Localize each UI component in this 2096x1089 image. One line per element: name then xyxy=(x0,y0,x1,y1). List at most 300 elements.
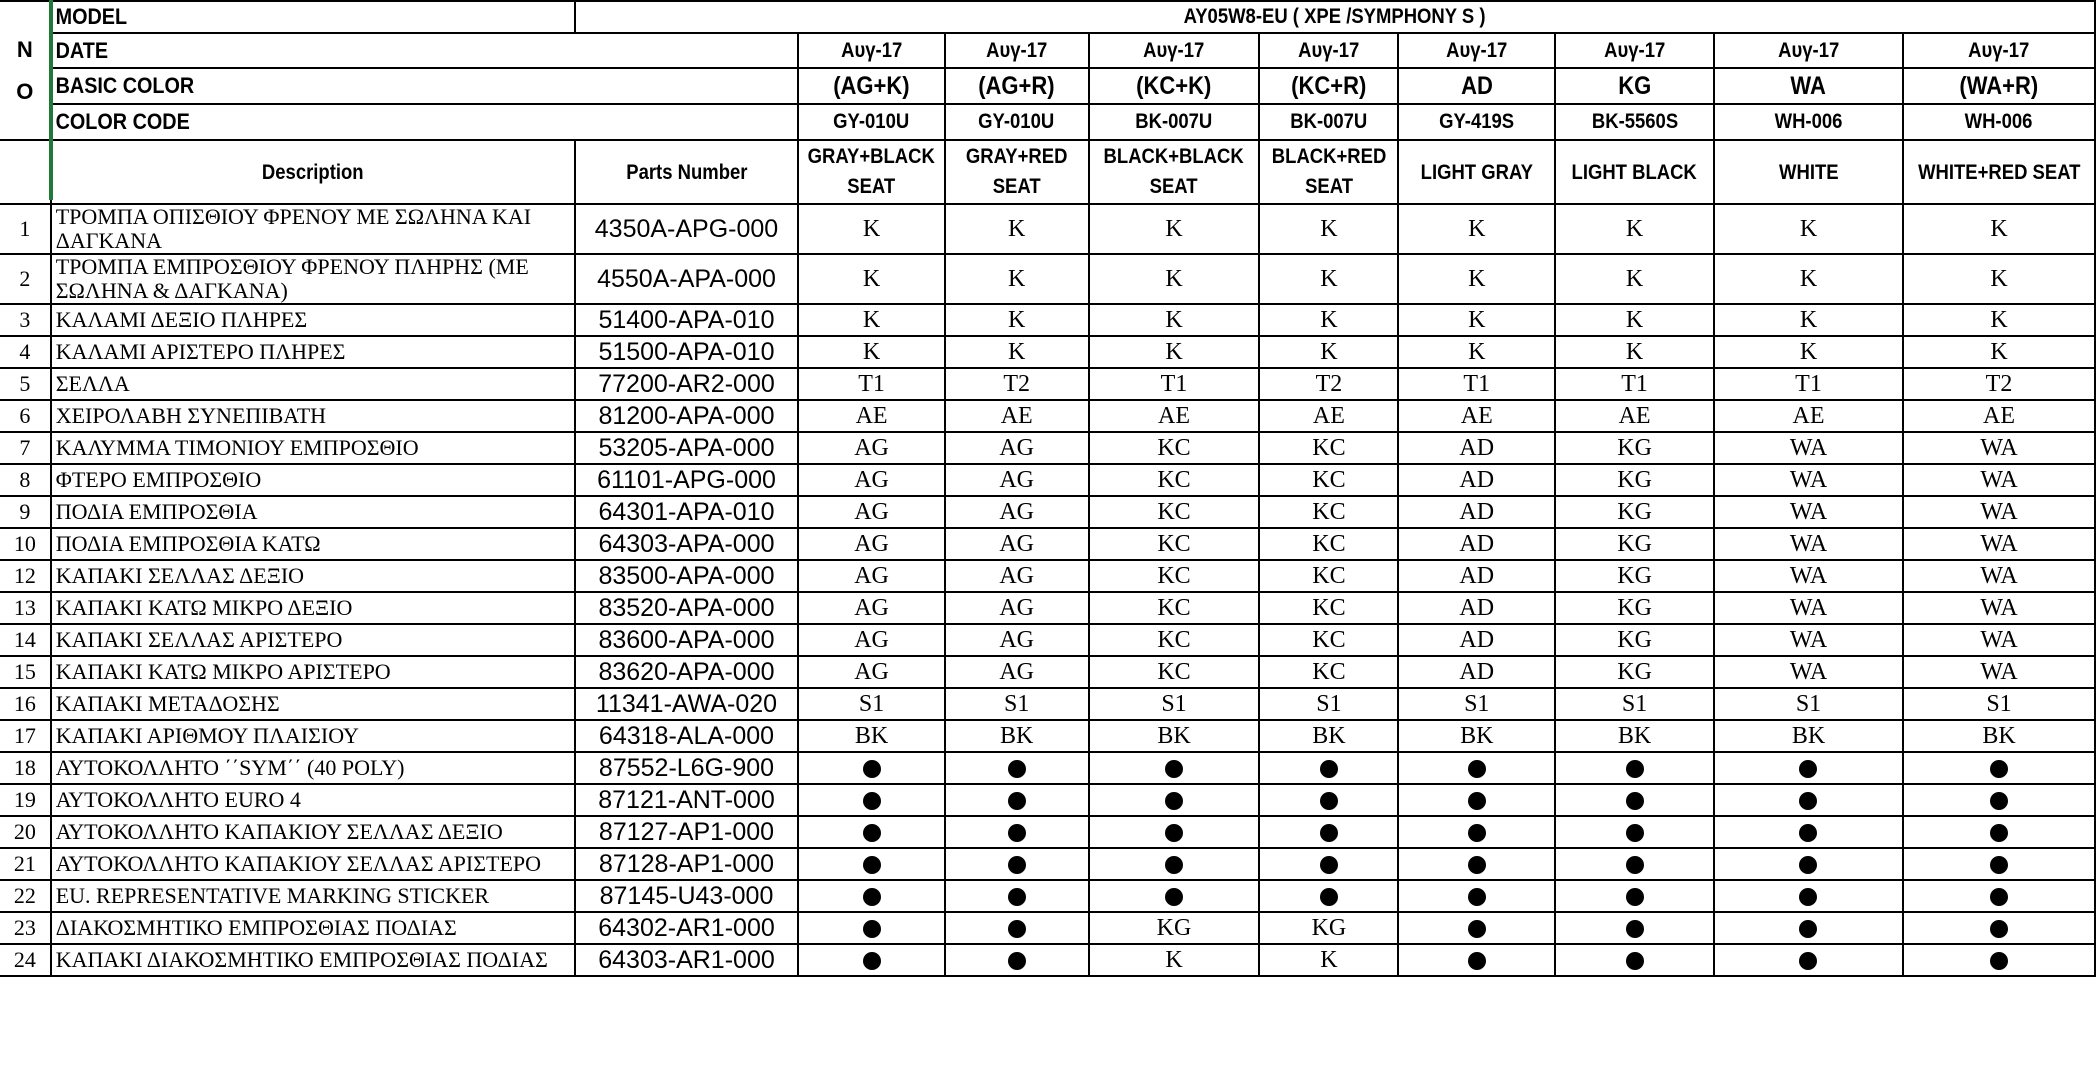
table-row xyxy=(0,912,2095,944)
bullet-dot-icon xyxy=(1990,792,2008,810)
bullet-dot-icon xyxy=(1165,856,1183,874)
bullet-dot-icon xyxy=(1799,920,1817,938)
row-parts-number: 83500-APA-000 xyxy=(575,560,799,592)
table-row xyxy=(0,464,2095,496)
row-value-4: KC xyxy=(1259,464,1398,496)
row-parts-number: 53205-APA-000 xyxy=(575,432,799,464)
bullet-dot-icon xyxy=(863,952,881,970)
row-number: 16 xyxy=(0,688,51,720)
row-value-5: K xyxy=(1398,304,1555,336)
row-value-6 xyxy=(1555,912,1714,944)
table-row xyxy=(0,592,2095,624)
row-number: 3 xyxy=(0,304,51,336)
color-code-label: COLOR CODE xyxy=(55,109,190,134)
row-value-2 xyxy=(945,880,1089,912)
table-row xyxy=(0,848,2095,880)
row-value-7: AE xyxy=(1714,400,1903,432)
row-value-3 xyxy=(1089,848,1260,880)
row-value-2 xyxy=(945,848,1089,880)
bullet-dot-icon xyxy=(1008,952,1026,970)
row-value-4: KC xyxy=(1259,432,1398,464)
row-value-8 xyxy=(1903,752,2095,784)
row-value-2: AG xyxy=(945,496,1089,528)
bullet-dot-icon xyxy=(1468,792,1486,810)
date-cell-4: Αυγ-17 xyxy=(1259,33,1398,68)
row-description: ΑΥΤΟΚΟΛΛΗΤΟ EURO 4 xyxy=(51,784,575,816)
bullet-dot-icon xyxy=(1008,920,1026,938)
row-value-5 xyxy=(1398,848,1555,880)
row-value-6: K xyxy=(1555,254,1714,304)
row-value-1: AG xyxy=(798,592,945,624)
parts-number-header: Parts Number xyxy=(575,140,799,204)
date-cell-8: Αυγ-17 xyxy=(1903,33,2095,68)
row-parts-number: 11341-AWA-020 xyxy=(575,688,799,720)
row-value-1: T1 xyxy=(798,368,945,400)
row-value-2: S1 xyxy=(945,688,1089,720)
color-name-cell-8: WHITE+RED SEAT xyxy=(1903,140,2095,204)
row-value-2: AG xyxy=(945,432,1089,464)
color-code-cell-4: BK-007U xyxy=(1259,104,1398,140)
row-value-3 xyxy=(1089,784,1260,816)
row-number: 14 xyxy=(0,624,51,656)
bullet-dot-icon xyxy=(1468,888,1486,906)
row-value-6: T1 xyxy=(1555,368,1714,400)
row-parts-number: 87552-L6G-900 xyxy=(575,752,799,784)
color-code-cell-8: WH-006 xyxy=(1903,104,2095,140)
table-row xyxy=(0,368,2095,400)
row-value-5 xyxy=(1398,944,1555,976)
row-value-8: WA xyxy=(1903,496,2095,528)
row-parts-number: 87121-ANT-000 xyxy=(575,784,799,816)
row-value-5: AD xyxy=(1398,656,1555,688)
row-value-8: K xyxy=(1903,254,2095,304)
table-row xyxy=(0,880,2095,912)
row-value-1: K xyxy=(798,336,945,368)
row-value-4: KC xyxy=(1259,560,1398,592)
row-value-1: AG xyxy=(798,464,945,496)
row-value-6 xyxy=(1555,752,1714,784)
row-value-4 xyxy=(1259,848,1398,880)
color-name-cell-4: BLACK+RED SEAT xyxy=(1259,140,1398,204)
date-cell-7: Αυγ-17 xyxy=(1714,33,1903,68)
row-number: 12 xyxy=(0,560,51,592)
row-number: 20 xyxy=(0,816,51,848)
row-value-8 xyxy=(1903,880,2095,912)
row-value-8: WA xyxy=(1903,624,2095,656)
table-row xyxy=(0,432,2095,464)
row-value-7 xyxy=(1714,816,1903,848)
row-number: 24 xyxy=(0,944,51,976)
row-number: 13 xyxy=(0,592,51,624)
no-label-o: O xyxy=(16,78,34,104)
row-value-3: KC xyxy=(1089,592,1260,624)
basic-color-cell-2: (AG+R) xyxy=(945,68,1089,104)
row-description: ΔΙΑΚΟΣΜΗΤΙΚΟ ΕΜΠΡΟΣΘΙΑΣ ΠΟΔΙΑΣ xyxy=(51,912,575,944)
bullet-dot-icon xyxy=(1799,824,1817,842)
row-parts-number: 64302-AR1-000 xyxy=(575,912,799,944)
row-description: ΚΑΛΑΜΙ ΔΕΞΙΟ ΠΛΗΡΕΣ xyxy=(51,304,575,336)
color-name-cell-5: LIGHT GRAY xyxy=(1398,140,1555,204)
row-value-1: AG xyxy=(798,496,945,528)
table-row xyxy=(0,204,2095,254)
row-value-5: AD xyxy=(1398,464,1555,496)
row-value-3: K xyxy=(1089,304,1260,336)
row-value-7: T1 xyxy=(1714,368,1903,400)
row-parts-number: 51400-APA-010 xyxy=(575,304,799,336)
row-value-7: K xyxy=(1714,254,1903,304)
bullet-dot-icon xyxy=(863,856,881,874)
row-number: 19 xyxy=(0,784,51,816)
row-value-3: KC xyxy=(1089,464,1260,496)
row-value-7: WA xyxy=(1714,432,1903,464)
row-value-6 xyxy=(1555,816,1714,848)
date-cell-6: Αυγ-17 xyxy=(1555,33,1714,68)
row-value-7: WA xyxy=(1714,656,1903,688)
table-row xyxy=(0,528,2095,560)
row-value-4: BK xyxy=(1259,720,1398,752)
row-number: 10 xyxy=(0,528,51,560)
row-value-2 xyxy=(945,816,1089,848)
color-code-label-cell xyxy=(51,104,799,140)
row-value-8: K xyxy=(1903,204,2095,254)
row-value-7 xyxy=(1714,784,1903,816)
row-value-1: AG xyxy=(798,656,945,688)
row-value-8: WA xyxy=(1903,528,2095,560)
row-parts-number: 51500-APA-010 xyxy=(575,336,799,368)
row-value-2: K xyxy=(945,336,1089,368)
table-row xyxy=(0,656,2095,688)
row-value-8 xyxy=(1903,816,2095,848)
row-parts-number: 87128-AP1-000 xyxy=(575,848,799,880)
row-value-3: S1 xyxy=(1089,688,1260,720)
row-value-3: K xyxy=(1089,944,1260,976)
basic-color-label-cell xyxy=(51,68,799,104)
bullet-dot-icon xyxy=(1626,760,1644,778)
row-value-1: AE xyxy=(798,400,945,432)
row-value-8 xyxy=(1903,784,2095,816)
row-value-3: KC xyxy=(1089,560,1260,592)
row-value-3: KC xyxy=(1089,496,1260,528)
bullet-dot-icon xyxy=(1008,888,1026,906)
row-value-5: AD xyxy=(1398,592,1555,624)
row-value-6: K xyxy=(1555,336,1714,368)
table-row xyxy=(0,400,2095,432)
row-value-4 xyxy=(1259,752,1398,784)
row-value-7: WA xyxy=(1714,624,1903,656)
color-name-cell-7: WHITE xyxy=(1714,140,1903,204)
blank-no-cell xyxy=(0,140,51,204)
row-value-6: KG xyxy=(1555,496,1714,528)
bullet-dot-icon xyxy=(1990,856,2008,874)
date-cell-3: Αυγ-17 xyxy=(1089,33,1260,68)
row-description: ΑΥΤΟΚΟΛΛΗΤΟ ΚΑΠΑΚΙΟΥ ΣΕΛΛΑΣ ΑΡΙΣΤΕΡΟ xyxy=(51,848,575,880)
row-value-4: KC xyxy=(1259,592,1398,624)
row-value-1 xyxy=(798,912,945,944)
row-value-1 xyxy=(798,816,945,848)
row-parts-number: 64303-AR1-000 xyxy=(575,944,799,976)
bullet-dot-icon xyxy=(1626,856,1644,874)
basic-color-cell-6: KG xyxy=(1555,68,1714,104)
basic-color-cell-5: AD xyxy=(1398,68,1555,104)
bullet-dot-icon xyxy=(1799,888,1817,906)
row-value-5: AD xyxy=(1398,624,1555,656)
bullet-dot-icon xyxy=(1626,952,1644,970)
row-value-2 xyxy=(945,912,1089,944)
bullet-dot-icon xyxy=(863,888,881,906)
basic-color-cell-8: (WA+R) xyxy=(1903,68,2095,104)
bullet-dot-icon xyxy=(1799,792,1817,810)
row-number: 22 xyxy=(0,880,51,912)
row-value-6: AE xyxy=(1555,400,1714,432)
row-value-3: K xyxy=(1089,336,1260,368)
basic-color-cell-4: (KC+R) xyxy=(1259,68,1398,104)
bullet-dot-icon xyxy=(1320,792,1338,810)
row-value-4: K xyxy=(1259,336,1398,368)
row-value-2: AG xyxy=(945,528,1089,560)
description-header: Description xyxy=(51,140,575,204)
row-number: 18 xyxy=(0,752,51,784)
row-value-1 xyxy=(798,848,945,880)
date-label: DATE xyxy=(55,37,108,63)
row-value-2: AG xyxy=(945,592,1089,624)
row-value-4: K xyxy=(1259,304,1398,336)
row-value-1: K xyxy=(798,254,945,304)
row-number: 21 xyxy=(0,848,51,880)
row-parts-number: 83520-APA-000 xyxy=(575,592,799,624)
date-cell-1: Αυγ-17 xyxy=(798,33,945,68)
row-value-8: WA xyxy=(1903,592,2095,624)
row-value-4: KC xyxy=(1259,528,1398,560)
row-description: ΦΤΕΡΟ ΕΜΠΡΟΣΘΙΟ xyxy=(51,464,575,496)
row-description: ΠΟΔΙΑ ΕΜΠΡΟΣΘΙΑ xyxy=(51,496,575,528)
table-row xyxy=(0,254,2095,304)
row-value-4 xyxy=(1259,784,1398,816)
row-value-7: WA xyxy=(1714,528,1903,560)
row-description: ΤΡΟΜΠΑ ΟΠΙΣΘΙΟΥ ΦΡΕΝΟΥ ΜΕ ΣΩΛΗΝΑ ΚΑΙ ΔΑΓΚΑΝΑ xyxy=(51,204,575,254)
row-value-1 xyxy=(798,944,945,976)
bullet-dot-icon xyxy=(1165,792,1183,810)
row-value-6 xyxy=(1555,944,1714,976)
row-value-6: KG xyxy=(1555,624,1714,656)
color-code-cell-5: GY-419S xyxy=(1398,104,1555,140)
row-description: ΤΡΟΜΠΑ ΕΜΠΡΟΣΘΙΟΥ ΦΡΕΝΟΥ ΠΛΗΡΗΣ (ΜΕ ΣΩΛΗΝΑ & ΔΑΓΚΑΝΑ) xyxy=(51,254,575,304)
bullet-dot-icon xyxy=(1990,888,2008,906)
bullet-dot-icon xyxy=(1626,824,1644,842)
table-row xyxy=(0,784,2095,816)
row-value-1: K xyxy=(798,304,945,336)
row-number: 1 xyxy=(0,204,51,254)
row-number: 23 xyxy=(0,912,51,944)
row-value-2: AG xyxy=(945,656,1089,688)
row-parts-number: 4550A-APA-000 xyxy=(575,254,799,304)
row-parts-number: 87145-U43-000 xyxy=(575,880,799,912)
row-number: 4 xyxy=(0,336,51,368)
bullet-dot-icon xyxy=(1468,920,1486,938)
row-value-5: AD xyxy=(1398,432,1555,464)
row-value-8: WA xyxy=(1903,656,2095,688)
row-number: 9 xyxy=(0,496,51,528)
row-value-6 xyxy=(1555,848,1714,880)
row-value-3 xyxy=(1089,752,1260,784)
bullet-dot-icon xyxy=(863,824,881,842)
row-description: ΣΕΛΛΑ xyxy=(51,368,575,400)
color-code-cell-7: WH-006 xyxy=(1714,104,1903,140)
row-value-2: T2 xyxy=(945,368,1089,400)
row-value-2 xyxy=(945,784,1089,816)
row-value-4: K xyxy=(1259,204,1398,254)
row-value-1: K xyxy=(798,204,945,254)
date-cell-5: Αυγ-17 xyxy=(1398,33,1555,68)
bullet-dot-icon xyxy=(863,792,881,810)
basic-color-cell-7: WA xyxy=(1714,68,1903,104)
row-value-8: WA xyxy=(1903,432,2095,464)
bullet-dot-icon xyxy=(1320,824,1338,842)
bullet-dot-icon xyxy=(1165,760,1183,778)
bullet-dot-icon xyxy=(863,760,881,778)
row-parts-number: 64301-APA-010 xyxy=(575,496,799,528)
row-value-5 xyxy=(1398,912,1555,944)
bullet-dot-icon xyxy=(1320,888,1338,906)
row-value-6 xyxy=(1555,784,1714,816)
bullet-dot-icon xyxy=(1165,888,1183,906)
date-cell-2: Αυγ-17 xyxy=(945,33,1089,68)
row-value-4: KC xyxy=(1259,656,1398,688)
row-value-3: T1 xyxy=(1089,368,1260,400)
row-description: ΚΑΠΑΚΙ ΣΕΛΛΑΣ ΑΡΙΣΤΕΡΟ xyxy=(51,624,575,656)
row-value-3 xyxy=(1089,816,1260,848)
row-description: ΚΑΛΑΜΙ ΑΡΙΣΤΕΡΟ ΠΛΗΡΕΣ xyxy=(51,336,575,368)
bullet-dot-icon xyxy=(1165,824,1183,842)
row-number: 2 xyxy=(0,254,51,304)
row-value-5: K xyxy=(1398,336,1555,368)
row-value-5: AD xyxy=(1398,496,1555,528)
table-row xyxy=(0,624,2095,656)
row-value-5: K xyxy=(1398,254,1555,304)
row-value-6: KG xyxy=(1555,464,1714,496)
row-value-8: WA xyxy=(1903,464,2095,496)
color-name-cell-2: GRAY+RED SEAT xyxy=(945,140,1089,204)
bullet-dot-icon xyxy=(1320,760,1338,778)
row-parts-number: 4350A-APG-000 xyxy=(575,204,799,254)
row-description: ΠΟΔΙΑ ΕΜΠΡΟΣΘΙΑ ΚΑΤΩ xyxy=(51,528,575,560)
row-value-8: BK xyxy=(1903,720,2095,752)
row-value-4: K xyxy=(1259,254,1398,304)
color-code-cell-3: BK-007U xyxy=(1089,104,1260,140)
row-value-4 xyxy=(1259,816,1398,848)
row-value-2: AG xyxy=(945,624,1089,656)
row-number: 6 xyxy=(0,400,51,432)
row-value-3: KC xyxy=(1089,528,1260,560)
row-value-4: KC xyxy=(1259,624,1398,656)
row-parts-number: 83600-APA-000 xyxy=(575,624,799,656)
row-value-2 xyxy=(945,752,1089,784)
bullet-dot-icon xyxy=(1799,760,1817,778)
model-value-cell xyxy=(575,1,2095,33)
row-number: 5 xyxy=(0,368,51,400)
row-value-5 xyxy=(1398,816,1555,848)
row-value-7 xyxy=(1714,752,1903,784)
bullet-dot-icon xyxy=(1468,856,1486,874)
bullet-dot-icon xyxy=(1320,856,1338,874)
model-label: MODEL xyxy=(55,4,127,29)
row-value-4: K xyxy=(1259,944,1398,976)
row-value-5: AD xyxy=(1398,528,1555,560)
row-value-5 xyxy=(1398,784,1555,816)
bullet-dot-icon xyxy=(1008,760,1026,778)
row-parts-number: 64303-APA-000 xyxy=(575,528,799,560)
row-description: ΧΕΙΡΟΛΑΒΗ ΣΥΝΕΠΙΒΑΤΗ xyxy=(51,400,575,432)
row-description: ΚΑΛΥΜΜΑ ΤΙΜΟΝΙΟΥ ΕΜΠΡΟΣΘΙΟ xyxy=(51,432,575,464)
row-value-5: AE xyxy=(1398,400,1555,432)
row-value-3: KC xyxy=(1089,432,1260,464)
row-value-7: BK xyxy=(1714,720,1903,752)
row-value-2: AG xyxy=(945,560,1089,592)
row-value-3 xyxy=(1089,880,1260,912)
row-description: ΚΑΠΑΚΙ ΔΙΑΚΟΣΜΗΤΙΚΟ ΕΜΠΡΟΣΘΙΑΣ ΠΟΔΙΑΣ xyxy=(51,944,575,976)
row-value-7: K xyxy=(1714,304,1903,336)
row-number: 7 xyxy=(0,432,51,464)
row-value-8: WA xyxy=(1903,560,2095,592)
row-description: ΑΥΤΟΚΟΛΛΗΤΟ ΚΑΠΑΚΙΟΥ ΣΕΛΛΑΣ ΔΕΞΙΟ xyxy=(51,816,575,848)
row-value-5 xyxy=(1398,880,1555,912)
row-value-6: KG xyxy=(1555,528,1714,560)
row-value-8 xyxy=(1903,848,2095,880)
row-value-5: K xyxy=(1398,204,1555,254)
row-value-8: T2 xyxy=(1903,368,2095,400)
row-value-4: KC xyxy=(1259,496,1398,528)
row-value-4 xyxy=(1259,880,1398,912)
row-description: ΚΑΠΑΚΙ ΚΑΤΩ ΜΙΚΡΟ ΔΕΞΙΟ xyxy=(51,592,575,624)
table-row xyxy=(0,304,2095,336)
model-value: AY05W8-EU ( XPE /SYMPHONY S ) xyxy=(1183,5,1486,28)
row-value-4: S1 xyxy=(1259,688,1398,720)
row-value-2: K xyxy=(945,204,1089,254)
date-label-cell xyxy=(51,33,799,68)
row-value-4: AE xyxy=(1259,400,1398,432)
row-value-2: BK xyxy=(945,720,1089,752)
row-number: 17 xyxy=(0,720,51,752)
selection-bar xyxy=(49,0,53,200)
row-value-1: AG xyxy=(798,624,945,656)
color-name-cell-1: GRAY+BLACK SEAT xyxy=(798,140,945,204)
basic-color-cell-1: (AG+K) xyxy=(798,68,945,104)
row-value-5: AD xyxy=(1398,560,1555,592)
table-row xyxy=(0,688,2095,720)
row-value-3: K xyxy=(1089,204,1260,254)
row-value-2 xyxy=(945,944,1089,976)
model-label-cell xyxy=(51,1,575,33)
row-value-1: AG xyxy=(798,528,945,560)
row-value-8 xyxy=(1903,944,2095,976)
row-value-2: K xyxy=(945,254,1089,304)
table-row xyxy=(0,752,2095,784)
row-parts-number: 83620-APA-000 xyxy=(575,656,799,688)
row-value-4: T2 xyxy=(1259,368,1398,400)
row-value-7: WA xyxy=(1714,592,1903,624)
row-value-1: AG xyxy=(798,432,945,464)
bullet-dot-icon xyxy=(1990,920,2008,938)
row-value-7: WA xyxy=(1714,464,1903,496)
table-row xyxy=(0,720,2095,752)
color-code-cell-1: GY-010U xyxy=(798,104,945,140)
row-value-6: KG xyxy=(1555,432,1714,464)
row-value-8 xyxy=(1903,912,2095,944)
row-value-8: K xyxy=(1903,336,2095,368)
row-value-6: K xyxy=(1555,204,1714,254)
row-value-6: KG xyxy=(1555,656,1714,688)
row-value-7 xyxy=(1714,880,1903,912)
row-value-6: S1 xyxy=(1555,688,1714,720)
